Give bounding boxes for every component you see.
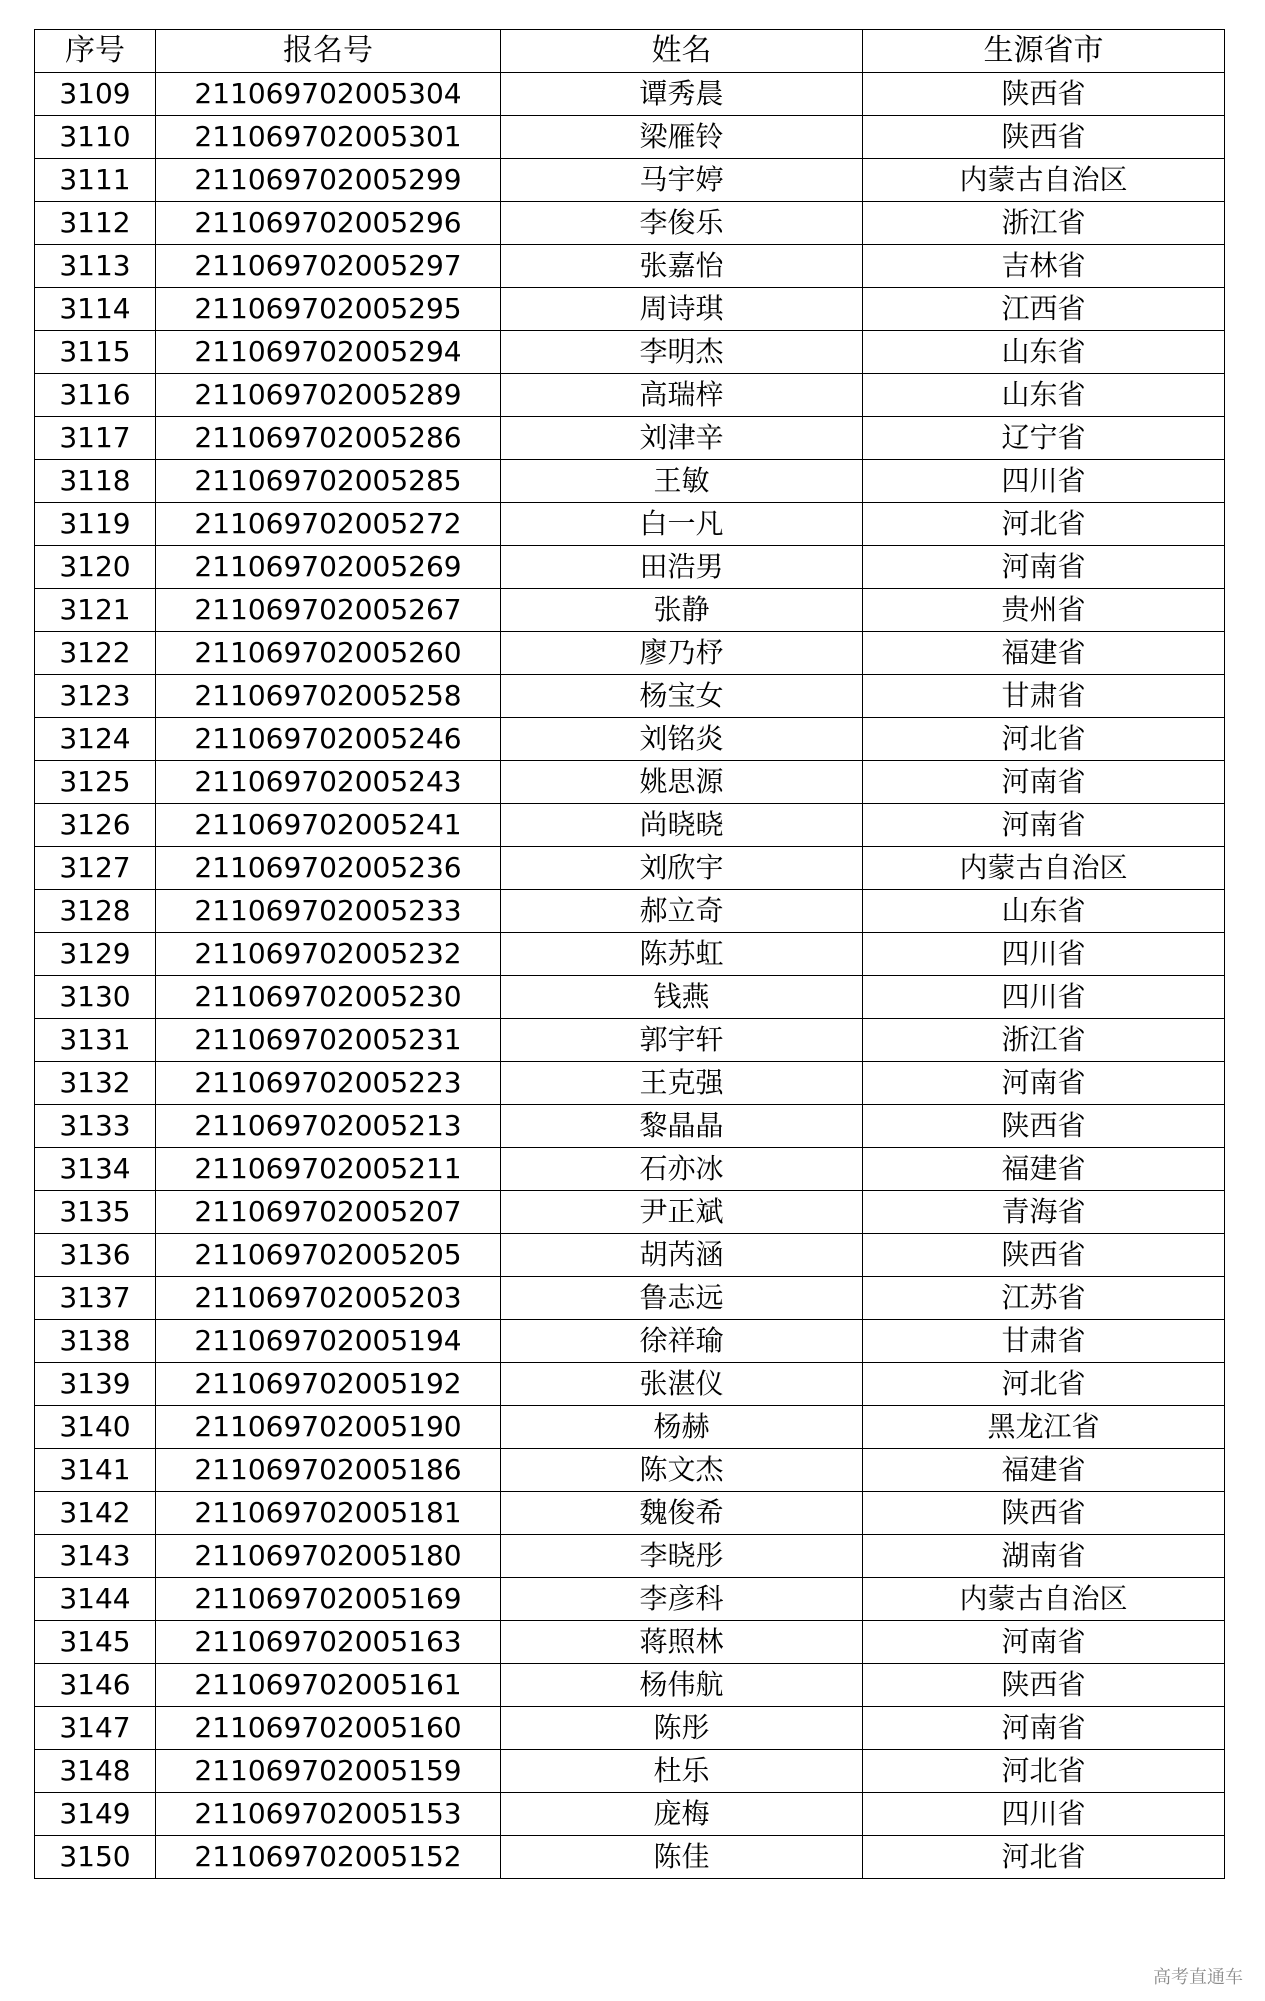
cell-name: 张静 <box>501 589 863 632</box>
table-row <box>35 847 1225 890</box>
cell-name: 王敏 <box>501 460 863 503</box>
cell-registration-number: 211069702005190 <box>156 1406 501 1449</box>
cell-seq: 3132 <box>35 1062 156 1105</box>
table-row <box>35 202 1225 245</box>
table-row <box>35 1664 1225 1707</box>
cell-seq: 3150 <box>35 1836 156 1879</box>
cell-registration-number: 211069702005304 <box>156 73 501 116</box>
table-row <box>35 73 1225 116</box>
cell-province: 陕西省 <box>863 1234 1225 1277</box>
cell-name: 刘欣宇 <box>501 847 863 890</box>
table-row <box>35 1793 1225 1836</box>
cell-seq: 3126 <box>35 804 156 847</box>
cell-province: 内蒙古自治区 <box>863 1578 1225 1621</box>
cell-name: 陈佳 <box>501 1836 863 1879</box>
cell-name: 梁雁铃 <box>501 116 863 159</box>
cell-province: 甘肃省 <box>863 675 1225 718</box>
cell-name: 黎晶晶 <box>501 1105 863 1148</box>
watermark-text: 高考直通车 <box>1153 1967 1243 1988</box>
cell-province: 河北省 <box>863 1750 1225 1793</box>
cell-seq: 3144 <box>35 1578 156 1621</box>
cell-name: 石亦冰 <box>501 1148 863 1191</box>
cell-seq: 3133 <box>35 1105 156 1148</box>
cell-name: 尹正斌 <box>501 1191 863 1234</box>
table-row <box>35 1535 1225 1578</box>
cell-province: 陕西省 <box>863 1105 1225 1148</box>
cell-registration-number: 211069702005231 <box>156 1019 501 1062</box>
cell-registration-number: 211069702005295 <box>156 288 501 331</box>
cell-seq: 3111 <box>35 159 156 202</box>
table-row <box>35 1578 1225 1621</box>
cell-name: 陈苏虹 <box>501 933 863 976</box>
cell-province: 河北省 <box>863 1836 1225 1879</box>
table-row <box>35 1836 1225 1879</box>
cell-province: 河南省 <box>863 1621 1225 1664</box>
cell-name: 魏俊希 <box>501 1492 863 1535</box>
cell-registration-number: 211069702005181 <box>156 1492 501 1535</box>
cell-province: 河北省 <box>863 1363 1225 1406</box>
cell-registration-number: 211069702005285 <box>156 460 501 503</box>
table-row <box>35 761 1225 804</box>
cell-seq: 3138 <box>35 1320 156 1363</box>
cell-registration-number: 211069702005194 <box>156 1320 501 1363</box>
table-row <box>35 116 1225 159</box>
cell-registration-number: 211069702005294 <box>156 331 501 374</box>
cell-name: 陈文杰 <box>501 1449 863 1492</box>
cell-seq: 3112 <box>35 202 156 245</box>
cell-name: 张湛仪 <box>501 1363 863 1406</box>
cell-seq: 3118 <box>35 460 156 503</box>
cell-registration-number: 211069702005243 <box>156 761 501 804</box>
cell-seq: 3122 <box>35 632 156 675</box>
cell-name: 白一凡 <box>501 503 863 546</box>
cell-registration-number: 211069702005267 <box>156 589 501 632</box>
cell-registration-number: 211069702005289 <box>156 374 501 417</box>
cell-seq: 3145 <box>35 1621 156 1664</box>
table-row <box>35 546 1225 589</box>
cell-seq: 3113 <box>35 245 156 288</box>
cell-registration-number: 211069702005207 <box>156 1191 501 1234</box>
cell-name: 张嘉怡 <box>501 245 863 288</box>
cell-seq: 3115 <box>35 331 156 374</box>
cell-seq: 3124 <box>35 718 156 761</box>
cell-seq: 3117 <box>35 417 156 460</box>
cell-name: 李彦科 <box>501 1578 863 1621</box>
cell-seq: 3143 <box>35 1535 156 1578</box>
table-row <box>35 933 1225 976</box>
cell-registration-number: 211069702005152 <box>156 1836 501 1879</box>
cell-name: 郝立奇 <box>501 890 863 933</box>
table-row <box>35 1363 1225 1406</box>
cell-name: 尚晓晓 <box>501 804 863 847</box>
cell-registration-number: 211069702005241 <box>156 804 501 847</box>
cell-registration-number: 211069702005213 <box>156 1105 501 1148</box>
table-row <box>35 1148 1225 1191</box>
cell-name: 李俊乐 <box>501 202 863 245</box>
cell-registration-number: 211069702005296 <box>156 202 501 245</box>
cell-seq: 3129 <box>35 933 156 976</box>
table-row <box>35 1750 1225 1793</box>
cell-name: 胡芮涵 <box>501 1234 863 1277</box>
cell-name: 杨赫 <box>501 1406 863 1449</box>
cell-province: 山东省 <box>863 890 1225 933</box>
cell-seq: 3114 <box>35 288 156 331</box>
table-row <box>35 1406 1225 1449</box>
cell-registration-number: 211069702005159 <box>156 1750 501 1793</box>
cell-province: 河南省 <box>863 761 1225 804</box>
table-row <box>35 1449 1225 1492</box>
cell-registration-number: 211069702005230 <box>156 976 501 1019</box>
cell-name: 李晓彤 <box>501 1535 863 1578</box>
table-row <box>35 1105 1225 1148</box>
cell-name: 钱燕 <box>501 976 863 1019</box>
table-row <box>35 1277 1225 1320</box>
table-row <box>35 1320 1225 1363</box>
cell-seq: 3131 <box>35 1019 156 1062</box>
cell-seq: 3125 <box>35 761 156 804</box>
cell-province: 甘肃省 <box>863 1320 1225 1363</box>
table-row <box>35 1019 1225 1062</box>
cell-province: 四川省 <box>863 976 1225 1019</box>
cell-province: 湖南省 <box>863 1535 1225 1578</box>
cell-name: 王克强 <box>501 1062 863 1105</box>
table-row <box>35 718 1225 761</box>
cell-province: 内蒙古自治区 <box>863 159 1225 202</box>
cell-province: 吉林省 <box>863 245 1225 288</box>
cell-province: 河南省 <box>863 1062 1225 1105</box>
cell-registration-number: 211069702005205 <box>156 1234 501 1277</box>
cell-province: 浙江省 <box>863 1019 1225 1062</box>
cell-province: 江苏省 <box>863 1277 1225 1320</box>
cell-registration-number: 211069702005232 <box>156 933 501 976</box>
cell-registration-number: 211069702005186 <box>156 1449 501 1492</box>
cell-province: 青海省 <box>863 1191 1225 1234</box>
table-row <box>35 503 1225 546</box>
cell-seq: 3130 <box>35 976 156 1019</box>
cell-province: 浙江省 <box>863 202 1225 245</box>
cell-seq: 3137 <box>35 1277 156 1320</box>
admission-list-table <box>34 29 1225 1879</box>
table-row <box>35 245 1225 288</box>
table-row <box>35 1707 1225 1750</box>
cell-name: 鲁志远 <box>501 1277 863 1320</box>
cell-province: 陕西省 <box>863 1664 1225 1707</box>
cell-name: 陈彤 <box>501 1707 863 1750</box>
cell-registration-number: 211069702005161 <box>156 1664 501 1707</box>
cell-seq: 3142 <box>35 1492 156 1535</box>
cell-name: 田浩男 <box>501 546 863 589</box>
cell-province: 四川省 <box>863 933 1225 976</box>
cell-seq: 3123 <box>35 675 156 718</box>
table-row <box>35 159 1225 202</box>
cell-name: 刘津辛 <box>501 417 863 460</box>
cell-province: 四川省 <box>863 1793 1225 1836</box>
cell-province: 河南省 <box>863 804 1225 847</box>
cell-registration-number: 211069702005272 <box>156 503 501 546</box>
cell-registration-number: 211069702005233 <box>156 890 501 933</box>
cell-province: 河南省 <box>863 1707 1225 1750</box>
cell-seq: 3120 <box>35 546 156 589</box>
cell-registration-number: 211069702005153 <box>156 1793 501 1836</box>
cell-registration-number: 211069702005169 <box>156 1578 501 1621</box>
cell-seq: 3116 <box>35 374 156 417</box>
cell-name: 谭秀晨 <box>501 73 863 116</box>
table-row <box>35 417 1225 460</box>
cell-seq: 3119 <box>35 503 156 546</box>
table-row <box>35 675 1225 718</box>
cell-seq: 3146 <box>35 1664 156 1707</box>
cell-seq: 3147 <box>35 1707 156 1750</box>
cell-name: 郭宇轩 <box>501 1019 863 1062</box>
cell-name: 徐祥瑜 <box>501 1320 863 1363</box>
table-row <box>35 890 1225 933</box>
table-row <box>35 374 1225 417</box>
cell-province: 福建省 <box>863 1449 1225 1492</box>
table-header-row <box>35 30 1225 73</box>
cell-name: 杨宝女 <box>501 675 863 718</box>
cell-name: 蒋照林 <box>501 1621 863 1664</box>
cell-province: 贵州省 <box>863 589 1225 632</box>
cell-name: 庞梅 <box>501 1793 863 1836</box>
cell-name: 周诗琪 <box>501 288 863 331</box>
cell-registration-number: 211069702005180 <box>156 1535 501 1578</box>
cell-registration-number: 211069702005203 <box>156 1277 501 1320</box>
cell-province: 福建省 <box>863 632 1225 675</box>
cell-name: 马宇婷 <box>501 159 863 202</box>
cell-name: 姚思源 <box>501 761 863 804</box>
cell-name: 刘铭炎 <box>501 718 863 761</box>
cell-name: 杜乐 <box>501 1750 863 1793</box>
cell-seq: 3109 <box>35 73 156 116</box>
cell-province: 四川省 <box>863 460 1225 503</box>
table-row <box>35 331 1225 374</box>
cell-seq: 3128 <box>35 890 156 933</box>
cell-province: 山东省 <box>863 331 1225 374</box>
header-province: 生源省市 <box>863 30 1225 73</box>
cell-province: 陕西省 <box>863 73 1225 116</box>
cell-province: 陕西省 <box>863 1492 1225 1535</box>
cell-registration-number: 211069702005269 <box>156 546 501 589</box>
cell-registration-number: 211069702005299 <box>156 159 501 202</box>
cell-province: 陕西省 <box>863 116 1225 159</box>
table-row <box>35 1492 1225 1535</box>
cell-registration-number: 211069702005223 <box>156 1062 501 1105</box>
table-row <box>35 460 1225 503</box>
cell-province: 山东省 <box>863 374 1225 417</box>
cell-name: 李明杰 <box>501 331 863 374</box>
cell-province: 福建省 <box>863 1148 1225 1191</box>
cell-seq: 3140 <box>35 1406 156 1449</box>
cell-province: 内蒙古自治区 <box>863 847 1225 890</box>
cell-name: 高瑞梓 <box>501 374 863 417</box>
cell-registration-number: 211069702005297 <box>156 245 501 288</box>
cell-registration-number: 211069702005160 <box>156 1707 501 1750</box>
cell-seq: 3135 <box>35 1191 156 1234</box>
table-row <box>35 632 1225 675</box>
cell-registration-number: 211069702005163 <box>156 1621 501 1664</box>
cell-seq: 3136 <box>35 1234 156 1277</box>
table-row <box>35 589 1225 632</box>
header-seq: 序号 <box>35 30 156 73</box>
cell-province: 河北省 <box>863 718 1225 761</box>
cell-registration-number: 211069702005246 <box>156 718 501 761</box>
table-row <box>35 804 1225 847</box>
cell-registration-number: 211069702005192 <box>156 1363 501 1406</box>
cell-seq: 3141 <box>35 1449 156 1492</box>
cell-seq: 3121 <box>35 589 156 632</box>
cell-registration-number: 211069702005236 <box>156 847 501 890</box>
header-name: 姓名 <box>501 30 863 73</box>
cell-seq: 3139 <box>35 1363 156 1406</box>
cell-registration-number: 211069702005260 <box>156 632 501 675</box>
cell-province: 辽宁省 <box>863 417 1225 460</box>
table-row <box>35 1191 1225 1234</box>
table-row <box>35 288 1225 331</box>
cell-name: 杨伟航 <box>501 1664 863 1707</box>
cell-seq: 3148 <box>35 1750 156 1793</box>
cell-registration-number: 211069702005258 <box>156 675 501 718</box>
table-row <box>35 1062 1225 1105</box>
table-row <box>35 1234 1225 1277</box>
cell-province: 黑龙江省 <box>863 1406 1225 1449</box>
cell-seq: 3110 <box>35 116 156 159</box>
table-row <box>35 976 1225 1019</box>
cell-name: 廖乃杼 <box>501 632 863 675</box>
cell-registration-number: 211069702005211 <box>156 1148 501 1191</box>
table-body <box>35 73 1225 1879</box>
cell-seq: 3127 <box>35 847 156 890</box>
cell-registration-number: 211069702005301 <box>156 116 501 159</box>
cell-province: 河北省 <box>863 503 1225 546</box>
cell-seq: 3149 <box>35 1793 156 1836</box>
cell-seq: 3134 <box>35 1148 156 1191</box>
header-registration-number: 报名号 <box>156 30 501 73</box>
table-row <box>35 1621 1225 1664</box>
cell-province: 河南省 <box>863 546 1225 589</box>
cell-province: 江西省 <box>863 288 1225 331</box>
cell-registration-number: 211069702005286 <box>156 417 501 460</box>
